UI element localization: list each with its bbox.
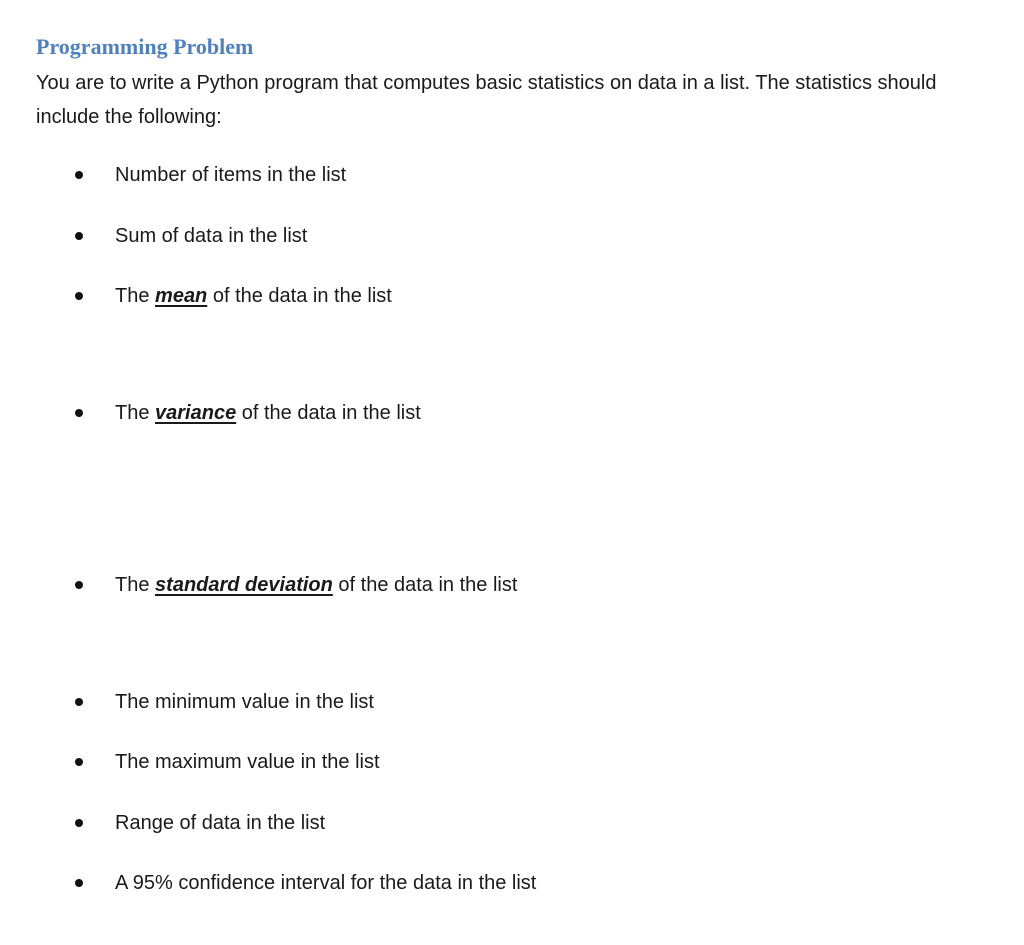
list-item-prefix: The [115,574,156,596]
list-item-text: Sum of data in the list [115,225,308,247]
bullet-icon [75,819,83,827]
emphasized-term: mean [155,285,208,307]
bullet-icon [75,232,83,240]
bullet-icon [75,879,83,887]
list-item [0,281,1024,311]
bullet-icon [75,581,83,589]
list-item-text [115,398,421,428]
list-item [0,160,1024,190]
list-item [0,687,1024,717]
list-item [0,221,1024,251]
bullet-icon [75,292,83,300]
list-item-text: The minimum value in the list [115,691,374,713]
list-item-text [115,570,517,600]
list-item-text [115,281,392,311]
intro-paragraph: You are to write a Python program that computes basic statistics on data in a list. The statistics should include the following: [36,72,937,128]
emphasized-term: standard deviation [155,574,333,596]
list-item-prefix: The [115,402,156,424]
section-heading: Programming Problem [36,34,254,59]
list-item-text: Number of items in the list [115,164,347,186]
list-item-text: A 95% confidence interval for the data in the list [115,872,537,894]
list-item [0,868,1024,898]
bullet-icon [75,171,83,179]
list-item [0,570,1024,600]
list-item-text: The maximum value in the list [115,751,380,773]
bullet-icon [75,758,83,766]
list-item [0,398,1024,428]
list-item-suffix: of the data in the list [332,574,518,596]
list-item-suffix: of the data in the list [207,285,392,307]
bullet-icon [75,409,83,417]
list-item-text: Range of data in the list [115,812,326,834]
emphasized-term: variance [155,402,237,424]
list-item-suffix: of the data in the list [236,402,421,424]
bullet-icon [75,698,83,706]
list-item-prefix: The [115,285,156,307]
list-item [0,808,1024,838]
list-item [0,747,1024,777]
